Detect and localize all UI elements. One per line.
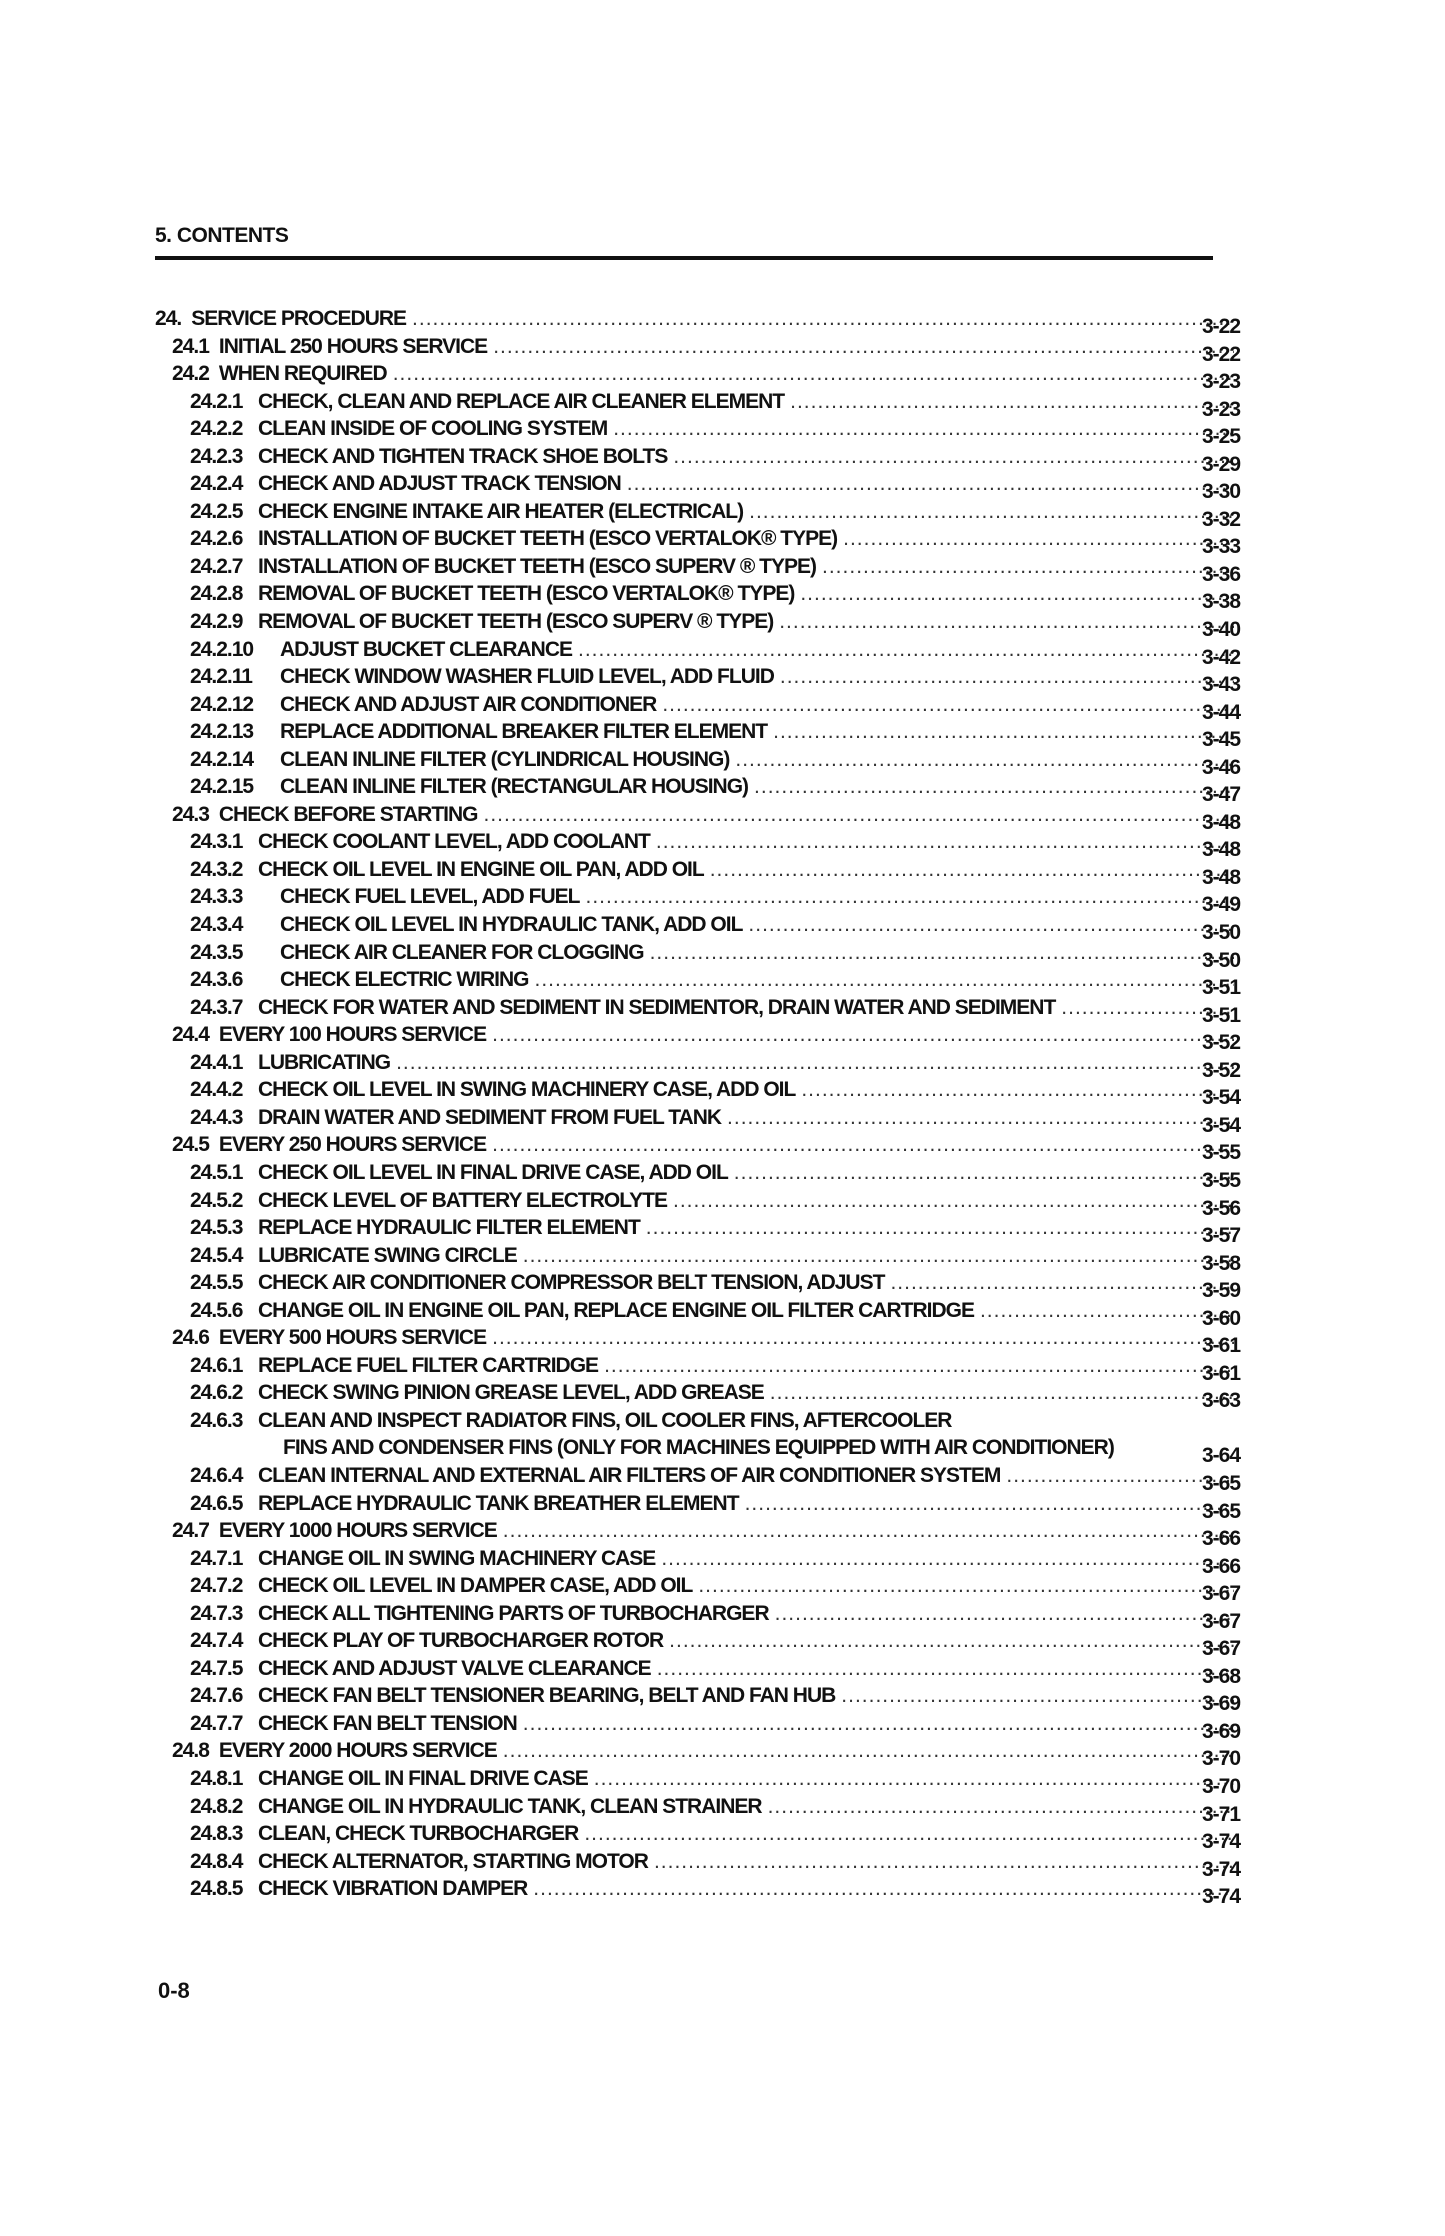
dot-leader — [586, 883, 1234, 910]
toc-entry-number: 24.8.5 — [190, 1877, 243, 1901]
toc-entry-page: 3-40 — [1201, 618, 1240, 642]
dot-leader — [669, 1627, 1234, 1654]
dot-leader — [492, 1021, 1234, 1048]
toc-entry-title: CLEAN INTERNAL AND EXTERNAL AIR FILTERS OF AIR CONDITIONER SYSTEM — [258, 1463, 1001, 1487]
toc-entry[interactable] — [155, 1655, 1240, 1688]
toc-entry-page: 3-30 — [1201, 480, 1240, 504]
toc-entry-number: 24.8 — [172, 1739, 209, 1763]
dot-leader — [412, 305, 1234, 332]
toc-entry[interactable] — [155, 1104, 1240, 1137]
toc-entry-number: 24.5.1 — [190, 1160, 243, 1184]
toc-entry-number: 24.7.2 — [190, 1574, 243, 1598]
toc-entry-number: 24.5.3 — [190, 1216, 243, 1240]
toc-entry-page: 3-70 — [1201, 1747, 1240, 1771]
toc-entry-page: 3-32 — [1201, 507, 1240, 531]
toc-entry-page: 3-71 — [1201, 1802, 1240, 1826]
toc-entry-page: 3-25 — [1201, 425, 1240, 449]
toc-entry-page: 3-67 — [1201, 1637, 1240, 1661]
toc-entry[interactable] — [155, 608, 1240, 642]
toc-entry-number: 24.6.5 — [190, 1491, 243, 1515]
dot-leader — [650, 939, 1234, 966]
toc-entry-page: 3-51 — [1201, 1003, 1240, 1027]
toc-entry[interactable] — [155, 1793, 1240, 1826]
toc-entry-page: 3-50 — [1201, 948, 1240, 972]
toc-entry[interactable] — [155, 1159, 1240, 1192]
toc-entry[interactable] — [155, 828, 1240, 862]
toc-entry-title: CHANGE OIL IN ENGINE OIL PAN, REPLACE ENGINE OIL FILTER CARTRIDGE — [258, 1298, 974, 1322]
toc-entry-title: CLEAN, CHECK TURBOCHARGER — [258, 1822, 579, 1846]
toc-entry-page: 3-74 — [1201, 1885, 1240, 1909]
dot-leader — [790, 388, 1234, 415]
toc-entry-title: CHECK ELECTRIC WIRING — [280, 968, 529, 992]
toc-entry-title: CLEAN INLINE FILTER (CYLINDRICAL HOUSING) — [280, 747, 730, 771]
toc-entry-number: 24.4.1 — [190, 1050, 243, 1074]
toc-entry-page: 3-22 — [1201, 315, 1240, 338]
toc-entry[interactable] — [155, 1820, 1240, 1854]
toc-entry-number: 24.7.5 — [190, 1656, 243, 1680]
dot-leader — [493, 333, 1234, 360]
toc-entry[interactable] — [155, 1462, 1240, 1495]
toc-entry[interactable] — [155, 636, 1240, 669]
page-title: 5. CONTENTS — [155, 224, 289, 247]
toc-entry-number: 24.2.11 — [190, 665, 252, 689]
toc-entry-page: 3-63 — [1201, 1389, 1240, 1413]
toc-entry[interactable] — [155, 1600, 1240, 1633]
toc-entry-page: 3-36 — [1201, 562, 1240, 586]
toc-entry-title: CHECK OIL LEVEL IN DAMPER CASE, ADD OIL — [258, 1574, 693, 1598]
dot-leader — [801, 1076, 1234, 1103]
toc-entry-page: 3-52 — [1201, 1031, 1240, 1055]
toc-entry-title: CHECK AIR CLEANER FOR CLOGGING — [280, 940, 644, 964]
toc-entry-title: CHECK OIL LEVEL IN SWING MACHINERY CASE, ADD OIL — [258, 1078, 796, 1102]
toc-entry[interactable] — [155, 801, 1240, 834]
toc-entry-page: 3-61 — [1201, 1361, 1240, 1385]
toc-entry-number: 24.3.1 — [190, 830, 243, 854]
toc-entry-title: CHECK PLAY OF TURBOCHARGER ROTOR — [258, 1629, 664, 1653]
dot-leader — [673, 443, 1234, 470]
toc-entry-title: CHECK OIL LEVEL IN HYDRAULIC TANK, ADD OIL — [280, 913, 743, 937]
toc-entry-number: 24. — [155, 307, 182, 330]
toc-entry[interactable] — [155, 443, 1240, 476]
toc-entry-page: 3-69 — [1201, 1719, 1240, 1743]
toc-entry-title: FINS AND CONDENSER FINS (ONLY FOR MACHINES EQUIPPED WITH AIR CONDITIONER) — [283, 1436, 1114, 1460]
toc-entry-title: CHANGE OIL IN HYDRAULIC TANK, CLEAN STRAINER — [258, 1794, 762, 1818]
toc-entry-title: CHECK AND ADJUST TRACK TENSION — [258, 472, 621, 496]
dot-leader — [627, 470, 1234, 497]
toc-entry-title: CHECK BEFORE STARTING — [218, 802, 478, 826]
dot-leader — [698, 1572, 1234, 1599]
toc-entry-number: 24.6.1 — [190, 1353, 243, 1377]
toc-entry-title: REPLACE ADDITIONAL BREAKER FILTER ELEMENT — [280, 720, 768, 744]
dot-leader — [754, 773, 1234, 800]
toc-entry-title: EVERY 100 HOURS SERVICE — [218, 1023, 487, 1047]
dot-leader — [800, 580, 1234, 607]
toc-entry[interactable] — [155, 1848, 1240, 1881]
toc-entry-title: CHECK FAN BELT TENSIONER BEARING, BELT AND FAN HUB — [258, 1684, 836, 1708]
toc-entry[interactable] — [155, 1765, 1240, 1798]
toc-entry[interactable] — [155, 911, 1240, 945]
toc-entry[interactable] — [155, 525, 1240, 559]
toc-entry-number: 24.8.3 — [190, 1822, 243, 1846]
dot-leader — [492, 1324, 1234, 1351]
toc-entry-page: 3-68 — [1201, 1664, 1240, 1688]
dot-leader — [673, 1187, 1234, 1214]
toc-entry-page: 3-29 — [1201, 452, 1240, 476]
toc-entry-title: INSTALLATION OF BUCKET TEETH (ESCO SUPERV ® TYPE) — [258, 554, 817, 578]
toc-entry[interactable] — [155, 1021, 1240, 1055]
toc-entry-number: 24.2.15 — [190, 775, 254, 799]
toc-entry[interactable] — [155, 1131, 1240, 1165]
toc-entry-number: 24.2.9 — [190, 610, 243, 634]
toc-entry[interactable] — [155, 1682, 1240, 1716]
toc-entry-title: CHECK FOR WATER AND SEDIMENT IN SEDIMENTOR, DRAIN WATER AND SEDIMENT — [258, 995, 1056, 1019]
toc-entry[interactable] — [155, 1297, 1240, 1330]
toc-entry-page: 3-59 — [1201, 1279, 1240, 1303]
toc-entry-page: 3-65 — [1201, 1471, 1240, 1495]
toc-entry-page: 3-47 — [1201, 783, 1240, 807]
toc-entry[interactable] — [155, 1434, 1240, 1468]
toc-entry-page: 3-64 — [1201, 1444, 1240, 1468]
toc-entry-page: 3-54 — [1201, 1086, 1240, 1110]
toc-entry-number: 24.2.14 — [190, 747, 254, 771]
toc-entry[interactable] — [155, 966, 1240, 1000]
toc-entry-page: 3-74 — [1201, 1830, 1240, 1854]
toc-entry[interactable] — [155, 360, 1240, 394]
toc-entry-number: 24.3.5 — [190, 940, 243, 964]
toc-entry-title: CHECK WINDOW WASHER FLUID LEVEL, ADD FLUID — [280, 665, 774, 689]
toc-entry-number: 24.2.7 — [190, 554, 243, 578]
toc-entry[interactable] — [155, 1572, 1240, 1606]
toc-entry[interactable] — [155, 856, 1240, 889]
toc-entry[interactable] — [155, 470, 1240, 504]
toc-entry-page: 3-66 — [1201, 1527, 1240, 1551]
toc-entry[interactable] — [155, 1407, 1240, 1435]
toc-entry-number: 24.5.5 — [190, 1271, 243, 1295]
dot-leader — [735, 746, 1234, 773]
toc-entry[interactable] — [155, 691, 1240, 724]
dot-leader — [662, 691, 1234, 718]
toc-entry-page: 3-48 — [1201, 810, 1240, 834]
toc-entry-number: 24.2.3 — [190, 444, 243, 468]
toc-entry-number: 24.7 — [172, 1519, 209, 1543]
dot-leader — [533, 1875, 1234, 1902]
toc-entry-number: 24.2.2 — [190, 417, 243, 441]
dot-leader — [779, 608, 1234, 635]
toc-entry-number: 24.8.1 — [190, 1766, 243, 1790]
toc-entry[interactable] — [155, 883, 1240, 917]
toc-entry-page: 3-65 — [1201, 1499, 1240, 1523]
toc-entry-number: 24.2.4 — [190, 472, 243, 496]
toc-entry-number: 24.2.1 — [190, 389, 243, 413]
toc-entry-title: REMOVAL OF BUCKET TEETH (ESCO VERTALOK® TYPE) — [258, 582, 795, 606]
toc-entry-page: 3-42 — [1201, 645, 1240, 669]
toc-entry-title: CHECK ENGINE INTAKE AIR HEATER (ELECTRICAL) — [258, 499, 744, 523]
toc-entry-title: CHECK AIR CONDITIONER COMPRESSOR BELT TENSION, ADJUST — [258, 1271, 885, 1295]
dot-leader — [773, 718, 1234, 745]
dot-leader — [492, 1131, 1234, 1158]
toc-entry-number: 24.7.6 — [190, 1684, 243, 1708]
toc-entry-number: 24.2.10 — [190, 637, 254, 661]
dot-leader — [843, 525, 1234, 552]
toc-entry-title: CHECK SWING PINION GREASE LEVEL, ADD GREASE — [258, 1381, 764, 1405]
toc-entry-page: 3-49 — [1201, 893, 1240, 917]
page-number: 0-8 — [158, 1978, 190, 2003]
toc-entry-page: 3-67 — [1201, 1609, 1240, 1633]
toc-entry-number: 24.3.4 — [190, 913, 243, 937]
toc-entry-page: 3-23 — [1201, 370, 1240, 394]
dot-leader — [654, 1848, 1234, 1875]
table-of-contents — [155, 305, 1240, 1909]
dot-leader — [656, 828, 1234, 855]
dot-leader — [841, 1682, 1234, 1709]
toc-entry-number: 24.3 — [172, 802, 209, 826]
toc-entry-page: 3-60 — [1201, 1306, 1240, 1330]
dot-leader — [822, 553, 1234, 580]
toc-entry[interactable] — [155, 663, 1240, 697]
dot-leader — [503, 1517, 1234, 1544]
dot-leader — [748, 911, 1234, 938]
toc-entry-title: CHECK ALL TIGHTENING PARTS OF TURBOCHARGER — [258, 1601, 769, 1625]
toc-entry-title: CHANGE OIL IN SWING MACHINERY CASE — [258, 1546, 656, 1570]
toc-entry-number: 24.2.8 — [190, 582, 243, 606]
dot-leader — [535, 966, 1235, 993]
toc-entry[interactable] — [155, 388, 1240, 421]
toc-entry[interactable] — [155, 1627, 1240, 1661]
dot-leader — [613, 415, 1234, 442]
toc-entry-title: LUBRICATING — [258, 1050, 391, 1074]
toc-entry-page: 3-48 — [1201, 838, 1240, 862]
toc-entry[interactable] — [155, 718, 1240, 752]
toc-entry-title: EVERY 2000 HOURS SERVICE — [218, 1739, 497, 1763]
toc-entry-number: 24.4 — [172, 1023, 209, 1047]
toc-entry[interactable] — [155, 305, 1240, 338]
toc-entry-title: CLEAN INLINE FILTER (RECTANGULAR HOUSING) — [280, 775, 749, 799]
toc-entry-number: 24.1 — [172, 334, 209, 358]
toc-entry-number: 24.6.2 — [190, 1381, 243, 1405]
dot-leader — [749, 498, 1234, 525]
toc-entry[interactable] — [155, 1545, 1240, 1578]
toc-entry[interactable] — [155, 1517, 1240, 1551]
toc-entry-title: REMOVAL OF BUCKET TEETH (ESCO SUPERV ® TYPE) — [258, 610, 774, 634]
toc-entry-page: 3-55 — [1201, 1168, 1240, 1192]
toc-entry-number: 24.2.6 — [190, 527, 243, 551]
toc-entry-number: 24.2 — [172, 362, 209, 386]
toc-entry-title: CHECK VIBRATION DAMPER — [258, 1877, 528, 1901]
toc-entry-title: CLEAN INSIDE OF COOLING SYSTEM — [258, 417, 608, 441]
toc-entry-title: CHECK AND TIGHTEN TRACK SHOE BOLTS — [258, 444, 668, 468]
toc-entry-number: 24.8.4 — [190, 1849, 243, 1873]
dot-leader — [780, 663, 1234, 690]
toc-entry-number: 24.7.3 — [190, 1601, 243, 1625]
toc-entry-page: 3-22 — [1201, 342, 1240, 366]
toc-entry-title: CHECK FUEL LEVEL, ADD FUEL — [280, 885, 580, 909]
toc-entry-number: 24.4.3 — [190, 1105, 243, 1129]
toc-entry-page: 3-50 — [1201, 921, 1240, 945]
toc-entry-page: 3-51 — [1201, 976, 1240, 1000]
toc-entry[interactable] — [155, 1214, 1240, 1248]
toc-entry-number: 24.7.1 — [190, 1546, 243, 1570]
toc-entry-title: CHECK LEVEL OF BATTERY ELECTROLYTE — [258, 1188, 667, 1212]
toc-entry-title: REPLACE HYDRAULIC FILTER ELEMENT — [258, 1216, 640, 1240]
dot-leader — [770, 1379, 1234, 1406]
toc-entry-number: 24.6 — [172, 1326, 209, 1350]
toc-entry-page: 3-74 — [1201, 1857, 1240, 1881]
dot-leader — [604, 1352, 1234, 1379]
toc-entry-page: 3-48 — [1201, 865, 1240, 889]
toc-entry-title: INSTALLATION OF BUCKET TEETH (ESCO VERTALOK® TYPE) — [258, 527, 838, 551]
toc-entry-title: INITIAL 250 HOURS SERVICE — [218, 334, 488, 358]
toc-entry-page: 3-57 — [1201, 1224, 1240, 1248]
toc-entry-page: 3-69 — [1201, 1692, 1240, 1716]
toc-entry-title: EVERY 1000 HOURS SERVICE — [218, 1519, 497, 1543]
toc-entry-title: CLEAN AND INSPECT RADIATOR FINS, OIL COOLER FINS, AFTERCOOLER — [258, 1408, 952, 1432]
dot-leader — [584, 1820, 1234, 1847]
toc-entry-number: 24.7.7 — [190, 1711, 243, 1735]
toc-entry-title: CHECK COOLANT LEVEL, ADD COOLANT — [258, 830, 650, 854]
dot-leader — [393, 360, 1234, 387]
toc-entry[interactable] — [155, 1049, 1240, 1082]
toc-entry[interactable] — [155, 1269, 1240, 1303]
toc-entry-page: 3-55 — [1201, 1141, 1240, 1165]
toc-entry-page: 3-45 — [1201, 728, 1240, 752]
toc-entry-number: 24.5.4 — [190, 1243, 243, 1267]
toc-entry[interactable] — [155, 1490, 1240, 1523]
toc-entry-number: 24.3.2 — [190, 857, 243, 881]
toc-entry-number: 24.5.2 — [190, 1188, 243, 1212]
toc-entry-title: CHANGE OIL IN FINAL DRIVE CASE — [258, 1766, 588, 1790]
toc-entry-title: CHECK ALTERNATOR, STARTING MOTOR — [258, 1849, 648, 1873]
toc-entry-number: 24.3.3 — [190, 885, 243, 909]
toc-entry-page: 3-52 — [1201, 1058, 1240, 1082]
toc-entry[interactable] — [155, 1352, 1240, 1385]
toc-entry[interactable] — [155, 553, 1240, 586]
toc-entry-number: 24.2.12 — [190, 692, 254, 716]
toc-entry-title: WHEN REQUIRED — [218, 362, 387, 386]
toc-entry-number: 24.5 — [172, 1133, 209, 1157]
dot-leader — [646, 1214, 1234, 1241]
dot-leader — [775, 1600, 1234, 1627]
toc-entry-page: 3-58 — [1201, 1251, 1240, 1275]
toc-entry-title: EVERY 250 HOURS SERVICE — [218, 1133, 487, 1157]
toc-entry-number: 24.3.7 — [190, 995, 243, 1019]
toc-entry-number: 24.2.5 — [190, 499, 243, 523]
header-rule — [155, 256, 1213, 260]
dot-leader — [657, 1655, 1234, 1682]
toc-entry-number: 24.2.13 — [190, 720, 254, 744]
toc-entry-title: CHECK OIL LEVEL IN FINAL DRIVE CASE, ADD OIL — [258, 1160, 728, 1184]
toc-entry-page: 3-70 — [1201, 1774, 1240, 1798]
toc-entry[interactable] — [155, 1242, 1240, 1275]
toc-entry-number: 24.5.6 — [190, 1298, 243, 1322]
toc-entry-title: REPLACE FUEL FILTER CARTRIDGE — [258, 1353, 599, 1377]
toc-entry-page: 3-33 — [1201, 535, 1240, 559]
toc-entry-number: 24.3.6 — [190, 968, 243, 992]
dot-leader — [523, 1242, 1234, 1269]
dot-leader — [523, 1710, 1234, 1737]
dot-leader — [503, 1737, 1234, 1764]
toc-entry-number: 24.7.4 — [190, 1629, 243, 1653]
dot-leader — [661, 1545, 1234, 1572]
toc-entry[interactable] — [155, 1737, 1240, 1771]
toc-entry-page: 3-56 — [1201, 1196, 1240, 1220]
toc-entry[interactable] — [155, 773, 1240, 807]
toc-entry[interactable] — [155, 939, 1240, 972]
toc-entry-page: 3-44 — [1201, 700, 1240, 724]
toc-entry-title: LUBRICATE SWING CIRCLE — [258, 1243, 517, 1267]
dot-leader — [594, 1765, 1234, 1792]
toc-entry-page: 3-67 — [1201, 1582, 1240, 1606]
toc-entry[interactable] — [155, 498, 1240, 531]
toc-entry-page: 3-46 — [1201, 755, 1240, 779]
toc-entry-title: ADJUST BUCKET CLEARANCE — [280, 637, 573, 661]
toc-entry-title: CHECK AND ADJUST AIR CONDITIONER — [280, 692, 657, 716]
toc-entry-page: 3-43 — [1201, 673, 1240, 697]
toc-entry-page: 3-23 — [1201, 397, 1240, 421]
dot-leader — [396, 1049, 1234, 1076]
dot-leader — [745, 1490, 1234, 1517]
dot-leader — [727, 1104, 1234, 1131]
toc-entry-number: 24.8.2 — [190, 1794, 243, 1818]
toc-entry-title: EVERY 500 HOURS SERVICE — [218, 1326, 487, 1350]
toc-entry-title: SERVICE PROCEDURE — [191, 307, 407, 330]
toc-entry[interactable] — [155, 1875, 1240, 1909]
toc-entry-number: 24.6.4 — [190, 1463, 243, 1487]
toc-entry[interactable] — [155, 746, 1240, 779]
toc-entry-title: CHECK, CLEAN AND REPLACE AIR CLEANER ELEMENT — [258, 389, 785, 413]
toc-entry-title: CHECK FAN BELT TENSION — [258, 1711, 517, 1735]
toc-entry[interactable] — [155, 1187, 1240, 1220]
toc-entry[interactable] — [155, 1324, 1240, 1358]
toc-entry-page: 3-54 — [1201, 1113, 1240, 1137]
dot-leader — [484, 801, 1235, 828]
toc-entry-number: 24.4.2 — [190, 1078, 243, 1102]
toc-entry-number: 24.6.3 — [190, 1408, 243, 1432]
toc-entry-page: 3-38 — [1201, 590, 1240, 614]
toc-entry[interactable] — [155, 415, 1240, 449]
dot-leader — [578, 636, 1234, 663]
toc-entry[interactable] — [155, 1710, 1240, 1743]
toc-entry[interactable] — [155, 333, 1240, 366]
toc-entry[interactable] — [155, 580, 1240, 614]
toc-entry-title: DRAIN WATER AND SEDIMENT FROM FUEL TANK — [258, 1105, 722, 1129]
dot-leader — [734, 1159, 1234, 1186]
toc-entry-page: 3-66 — [1201, 1554, 1240, 1578]
toc-entry[interactable] — [155, 994, 1240, 1027]
dot-leader — [768, 1793, 1234, 1820]
toc-entry-title: CHECK AND ADJUST VALVE CLEARANCE — [258, 1656, 651, 1680]
toc-entry-page: 3-61 — [1201, 1334, 1240, 1358]
dot-leader — [710, 856, 1234, 883]
toc-entry-title: CHECK OIL LEVEL IN ENGINE OIL PAN, ADD OIL — [258, 857, 704, 881]
toc-entry-title: REPLACE HYDRAULIC TANK BREATHER ELEMENT — [258, 1491, 739, 1515]
toc-entry[interactable] — [155, 1379, 1240, 1413]
toc-entry[interactable] — [155, 1076, 1240, 1110]
